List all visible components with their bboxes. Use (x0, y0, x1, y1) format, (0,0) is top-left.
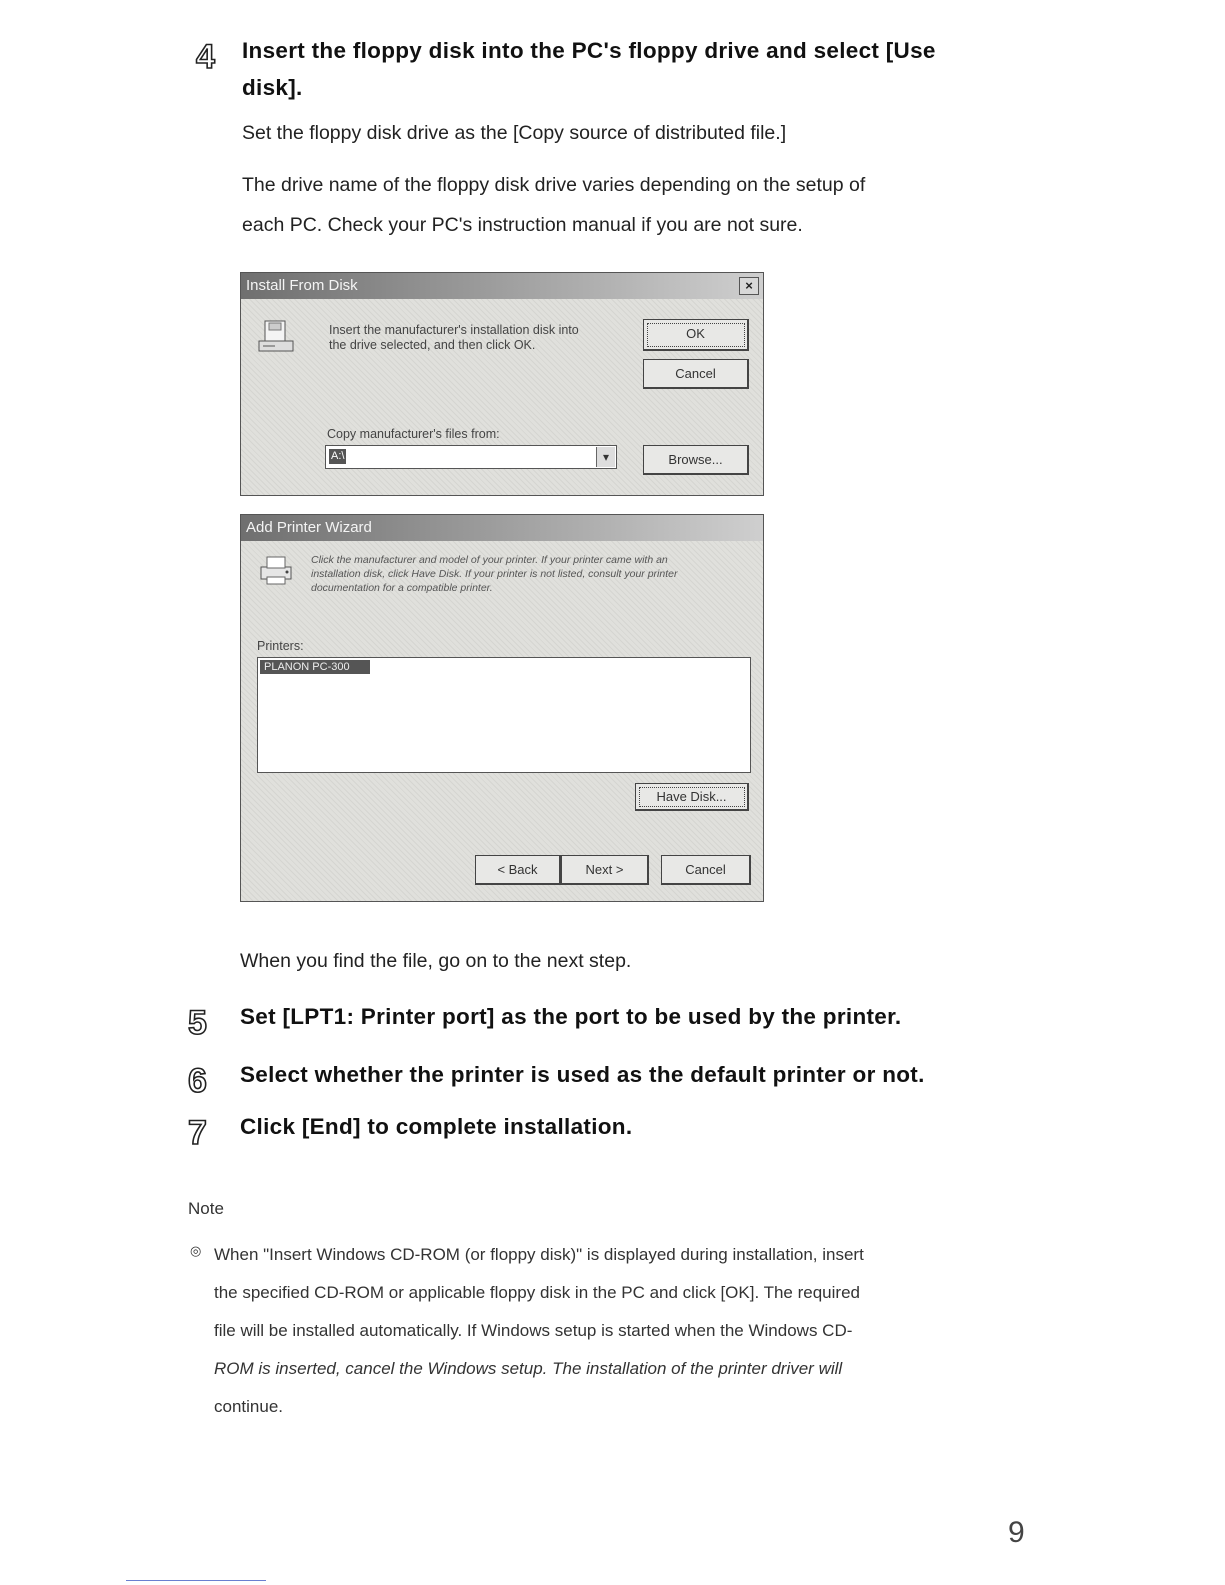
note-line-1: When "Insert Windows CD-ROM (or floppy disk)" is displayed during installation, insert (214, 1245, 864, 1264)
printers-label: Printers: (257, 639, 304, 653)
install-dialog-titlebar (241, 273, 763, 299)
note-line-5: continue. (214, 1397, 283, 1416)
next-button[interactable]: Next > (561, 855, 649, 885)
cancel-button[interactable]: Cancel (643, 359, 749, 389)
printer-icon (257, 553, 297, 587)
floppy-drive-icon (257, 319, 295, 355)
step-number-5: 5 (188, 1004, 207, 1042)
wizard-desc-line1: Click the manufacturer and model of your printer. If your printer came with an (311, 554, 668, 566)
step-4-para-1: Set the floppy disk drive as the [Copy source of distributed file.] (242, 122, 787, 144)
add-printer-wizard-dialog (240, 514, 764, 902)
close-icon[interactable]: × (739, 277, 759, 295)
step-4-title-line2: disk]. (242, 75, 303, 100)
printers-list[interactable] (257, 657, 751, 773)
step-number-7: 7 (188, 1114, 207, 1152)
wizard-desc-line2: installation disk, click Have Disk. If your printer is not listed, consult your printer (311, 568, 678, 580)
step-4-para-2-line2: each PC. Check your PC's instruction manual if you are not sure. (242, 214, 803, 236)
install-from-disk-dialog (240, 272, 764, 496)
note-line-4: ROM is inserted, cancel the Windows setup. The installation of the printer driver will (214, 1359, 843, 1378)
install-message (329, 323, 579, 353)
install-dialog-title: Install From Disk (246, 277, 358, 294)
wizard-cancel-button[interactable]: Cancel (661, 855, 751, 885)
path-value: A:\ (331, 450, 345, 462)
after-dialog-text: When you find the file, go on to the next step. (240, 950, 632, 972)
note-heading: Note (188, 1199, 224, 1218)
wizard-desc-line3: documentation for a compatible printer. (311, 582, 493, 594)
note-line-2: the specified CD-ROM or applicable floppy disk in the PC and click [OK]. The required (214, 1283, 860, 1302)
wizard-titlebar (241, 515, 763, 541)
back-button[interactable]: < Back (475, 855, 561, 885)
step-4-title-line1: Insert the floppy disk into the PC's floppy drive and select [Use (242, 38, 936, 63)
step-4-title (242, 32, 1062, 106)
step-4-para-2-line1: The drive name of the floppy disk drive varies depending on the setup of (242, 174, 866, 196)
copy-from-label: Copy manufacturer's files from: (327, 427, 500, 441)
step-5-text: Set [LPT1: Printer port] as the port to be used by the printer. (240, 1004, 902, 1029)
step-number-4: 4 (196, 38, 215, 76)
bottom-rule (126, 1580, 266, 1581)
wizard-title: Add Printer Wizard (246, 519, 372, 536)
step-7-text: Click [End] to complete installation. (240, 1114, 633, 1139)
note-body (214, 1236, 864, 1426)
page-number: 9 (1008, 1516, 1025, 1549)
note-bullet-icon: ◎ (190, 1243, 202, 1258)
browse-button[interactable]: Browse... (643, 445, 749, 475)
install-message-line1: Insert the manufacturer's installation disk into (329, 323, 579, 337)
printer-list-item-selected[interactable]: PLANON PC-300 (260, 660, 370, 674)
step-4-para-2 (242, 165, 865, 245)
wizard-description (311, 553, 677, 595)
copy-from-path-input[interactable] (325, 445, 617, 469)
have-disk-button[interactable]: Have Disk... (635, 783, 749, 811)
dropdown-arrow-icon[interactable]: ▾ (596, 447, 615, 467)
install-message-line2: the drive selected, and then click OK. (329, 338, 536, 352)
note-line-3: file will be installed automatically. If Windows setup is started when the Windows CD- (214, 1321, 853, 1340)
ok-button[interactable]: OK (643, 319, 749, 351)
step-number-6: 6 (188, 1062, 207, 1100)
step-6-text: Select whether the printer is used as the default printer or not. (240, 1062, 925, 1087)
